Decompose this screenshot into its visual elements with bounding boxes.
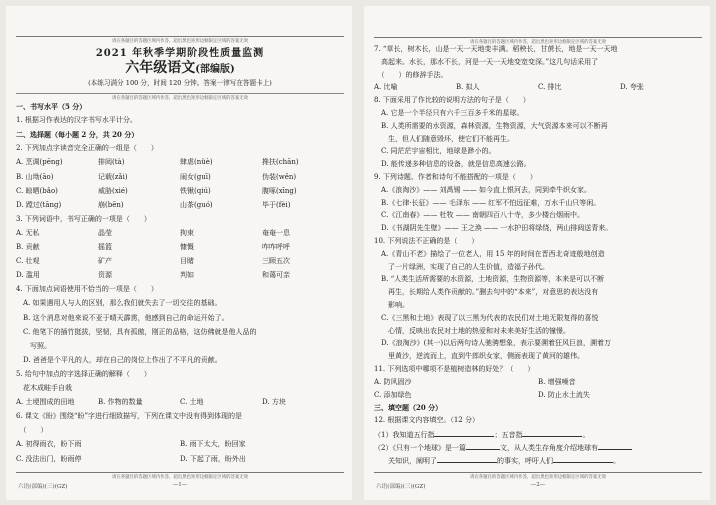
options-row: [16, 158, 344, 167]
question-line: 里黄沙，逆流而上，直到牛郎织女家，侧面表现了黄河的雄伟。: [374, 352, 584, 361]
exam-page-1: [6, 6, 352, 500]
blank-text: 。: [613, 456, 620, 465]
option-item: 记载(zǎi): [98, 172, 128, 181]
options-row: [16, 257, 344, 266]
exam-title: 2021 年秋季学期阶段性质量监测: [95, 48, 265, 59]
section-heading: 三、填空题（20 分）: [374, 403, 443, 413]
question-line: C.《三黑和土地》表现了以三黑为代表的农民们对土地无限复得的喜悦: [374, 313, 599, 322]
option-item: D. 滥用: [16, 271, 40, 280]
exam-page-2: [364, 6, 710, 500]
option-item: 腹啄(xīng): [262, 186, 297, 195]
subject-name: 六年级语文: [125, 60, 196, 76]
footer-code: 六语(部编)(三)(GZ): [376, 484, 426, 490]
options-row: [16, 440, 344, 449]
question-line: A.《青山不老》描绘了一位老人，用 15 年的时间在晋西北奇迹般地创造: [374, 249, 605, 258]
answer-blank[interactable]: [598, 442, 632, 450]
option-item: A. 比喻: [374, 83, 398, 92]
options-row: [374, 391, 702, 400]
option-item: D. 防止水土流失: [538, 390, 590, 399]
blank-text: 关知识，阐明了: [374, 456, 437, 465]
question-line: 花木成畦手自栽: [16, 384, 72, 392]
exam-note: (本练习满分 100 分，时间 120 分钟。答案一律写在答题卡上): [88, 79, 272, 87]
question-line: A. 如果遇用人与人的区别，那么我们就失去了一切交往的基础。: [16, 299, 222, 308]
blank-text: 。: [582, 431, 590, 439]
bottom-notice-bar: 请在各题目的答题区域内作答，超出黑色矩形边框限定区域的答案无效: [374, 472, 702, 480]
option-item: C. 没法出门，盼雨停: [16, 454, 82, 463]
question-line: 10. 下列说法不正确的是（ ）: [374, 237, 479, 245]
question-line: 7. “草长，树木长，山是一天一天地变丰满。稻秧长，甘蔗长，地是一天一天地: [374, 45, 618, 53]
answer-blank[interactable]: [522, 429, 582, 437]
option-item: 摇篮: [98, 243, 112, 251]
option-item: 威胁(xié): [98, 186, 128, 195]
fill-blank-line: [374, 455, 702, 466]
subject-title: [16, 57, 344, 77]
page-number: —2—: [530, 482, 546, 488]
question-line: 1. 根据习作表达的汉字书写水平计分。: [16, 116, 137, 125]
blank-text: （1）我知道五行指: [374, 431, 435, 439]
option-item: 慷慨: [180, 243, 194, 251]
option-item: A. 防风固沙: [374, 377, 412, 386]
footer-code: 六语(部编)(三)(GZ): [18, 484, 68, 490]
question-line: C.《江南春》—— 杜牧 —— 南朝四百八十寺，多少楼台烟雨中。: [374, 211, 585, 220]
option-item: 资源: [98, 271, 112, 280]
option-item: 排闼(tà): [98, 158, 125, 167]
options-row: [374, 378, 702, 387]
option-item: B. 雨下太大，盼回家: [180, 440, 246, 449]
option-item: 肆虐(nüè): [180, 158, 213, 167]
question-line: 了一片绿洲，实现了自己的人生价值，造福子孙代。: [374, 262, 549, 271]
question-line: 再生，长期给人类作贡献的。”删去句中的“本来”，对意思的表达没有: [374, 288, 599, 297]
question-line: 高起来。水长，那水不长，河是一天一天地变宽变深。”这几句话采用了: [374, 57, 599, 66]
question-line: D. 能传递多种信息的设备，就是信息高速公路。: [374, 160, 531, 169]
option-item: D. 夸张: [620, 83, 644, 92]
options-row: [16, 243, 344, 252]
option-item: A. 土埂围成的田地: [16, 398, 75, 407]
option-item: C. 壮观: [16, 257, 40, 266]
question-line: 生，但人们随意毁坏，使它们不能再生。: [374, 134, 514, 143]
option-item: 铁锹(qiú): [180, 186, 211, 195]
option-item: 拘束: [180, 228, 194, 237]
question-line: B. 这个消息对他来说不亚于晴天霹雳，他感到自己的命运开始了。: [16, 313, 229, 322]
options-row: [16, 173, 344, 182]
edition-label: (部编版): [195, 64, 235, 75]
options-row: [16, 187, 344, 196]
question-line: C. 他笔下的插竹挺拔，坚韧，具有孤傲，刚正的品格，这仿佛就是他人品的: [16, 327, 257, 336]
top-notice-bar: 请在各题目的答题区域内作答，超出黑色矩形边框限定区域的答案无效: [374, 37, 702, 45]
question-line: B. “人类生活所需要的水资源，土地资源，生物资源等，本来是可以不断: [374, 275, 605, 284]
question-line: A.《浪淘沙》—— 刘禹锡 —— 如今直上银河去，同到牵牛织女家。: [374, 185, 591, 194]
question-line: B.《七律·长征》—— 毛泽东 —— 红军不怕远征难，万水千山只等闲。: [374, 198, 601, 207]
section-heading: 一、书写水平（5 分）: [16, 102, 87, 111]
seal-notice-bar: 请在各题目的答题区域内作答，超出黑色矩形边框限定区域的答案无效: [16, 93, 344, 101]
question-line: 11. 下列选项中哪项不是植树造林的好处？（ ）: [374, 365, 535, 373]
question-line: 4. 下面加点词语使用不恰当的一项是（ ）: [16, 285, 158, 294]
page-1-content: [16, 6, 344, 500]
question-line: D.《书湖阴先生壁》—— 王之涣 —— 一水护田将绿绕，两山排闼送青来。: [374, 224, 613, 233]
fill-blank-line: [374, 442, 702, 453]
blank-text: （2）《只有一个地球》是一篇: [374, 443, 466, 452]
option-item: C. 添加绿色: [374, 390, 412, 399]
option-item: 矿产: [98, 257, 112, 266]
bottom-notice-bar: 请在各题目的答题区域内作答，超出黑色矩形边框限定区域的答案无效: [16, 472, 344, 480]
question-line: 6. 课文《盼》围绕“盼”字进行细致描写，下列在课文中没有得到体现的是: [16, 412, 243, 421]
blank-text: 的事实，呼吁人们: [497, 456, 553, 465]
section-heading: 二、选择题（每小题 2 分，共 20 分）: [16, 130, 139, 140]
question-line: A. 它是一个半径只有六千三百多千米的星球。: [374, 109, 524, 117]
question-line: 5. 给句中加点的字选择正确的解释（ ）: [16, 369, 151, 378]
option-item: 判如: [180, 271, 194, 280]
top-notice-bar: 请在各题目的答题区域内作答，超出黑色矩形边框限定区域的答案无效: [16, 36, 344, 44]
options-row: [16, 229, 344, 238]
answer-blank[interactable]: [437, 455, 497, 463]
page-number: —1—: [172, 482, 188, 488]
option-item: B. 拟人: [456, 83, 480, 92]
blank-text: 文，从人类生存角度介绍地球有: [499, 443, 598, 452]
option-item: 搀扶(chān): [262, 158, 299, 167]
answer-blank[interactable]: [466, 442, 500, 450]
answer-blank[interactable]: [553, 455, 613, 463]
option-item: 目睹: [180, 257, 194, 266]
option-item: 山茶(guó): [180, 200, 213, 209]
question-line: 3. 下列词语中，书写正确的一项是（ ）: [16, 214, 151, 223]
options-row: [374, 83, 702, 92]
page-2-content: [374, 6, 702, 500]
option-item: D. 蹚过(tāng): [16, 200, 62, 209]
option-item: A. 烹调(pēng): [16, 158, 63, 167]
option-item: A. 初得雨衣，盼下雨: [16, 440, 82, 449]
option-item: C. 土地: [180, 398, 204, 407]
question-line: （ ）的修辞手法。: [374, 70, 448, 79]
option-item: 和蔼可亲: [262, 271, 290, 280]
option-item: C. 排比: [538, 83, 562, 92]
question-line: D. 爸爸是个平凡的人，却在自己的岗位上作出了不平凡的贡献。: [16, 355, 222, 364]
question-line: D.《浪淘沙》(其一)以后两句诗人驰骋想象，表示要溯着狂风巨浪，溯着万: [374, 339, 612, 348]
blank-text: ；五音指: [494, 431, 523, 439]
option-item: B. 作物的数量: [98, 398, 143, 407]
option-item: D. 下起了雨，盼外出: [180, 454, 246, 463]
option-item: A. 无私: [16, 228, 40, 237]
question-line: 写照。: [16, 341, 51, 350]
question-line: 2. 下列加点字读音完全正确的一组是（ ）: [16, 144, 158, 153]
option-item: C. 晾晒(bǎo): [16, 186, 58, 195]
question-line: 心情，反映出农民对土地的热爱和对未来美好生活的憧憬。: [374, 326, 570, 335]
question-line: 8. 下面采用了作比较的说明方法的句子是（ ）: [374, 96, 530, 105]
options-row: [16, 201, 344, 210]
option-item: B. 贡献: [16, 243, 40, 251]
option-item: 闹女(guī): [180, 172, 211, 181]
question-line: C. 同茫茫宇宙相比，地球是渺小的。: [374, 147, 496, 156]
option-item: 晶莹: [98, 228, 112, 237]
question-line: 影响。: [374, 301, 409, 309]
options-row: [16, 271, 344, 280]
option-item: 三顾五次: [262, 257, 290, 266]
option-item: B. 增强噪音: [538, 377, 576, 386]
option-item: B. 山坳(āo): [16, 172, 54, 181]
question-line: B. 人类所需要的水资源，森林资源，生物资源，大气资源本来可以不断再: [374, 121, 608, 130]
question-line: （ ）: [16, 426, 48, 435]
options-row: [16, 455, 344, 464]
option-item: 咋咋呼呼: [262, 243, 290, 251]
option-item: 毕于(fèi): [262, 200, 291, 209]
question-line: 9. 下列诗题、作者和诗句不能搭配的一项是（ ）: [374, 173, 537, 181]
fill-blank-line: [374, 429, 702, 440]
option-item: 奄奄一息: [262, 228, 290, 237]
question-line: 12. 根据课文内容填空。（12 分）: [374, 416, 479, 425]
answer-blank[interactable]: [434, 429, 494, 437]
option-item: D. 方块: [262, 398, 286, 407]
option-item: 伪装(wěn): [262, 172, 297, 181]
options-row: [16, 398, 344, 407]
option-item: 崩(bēn): [98, 200, 124, 209]
